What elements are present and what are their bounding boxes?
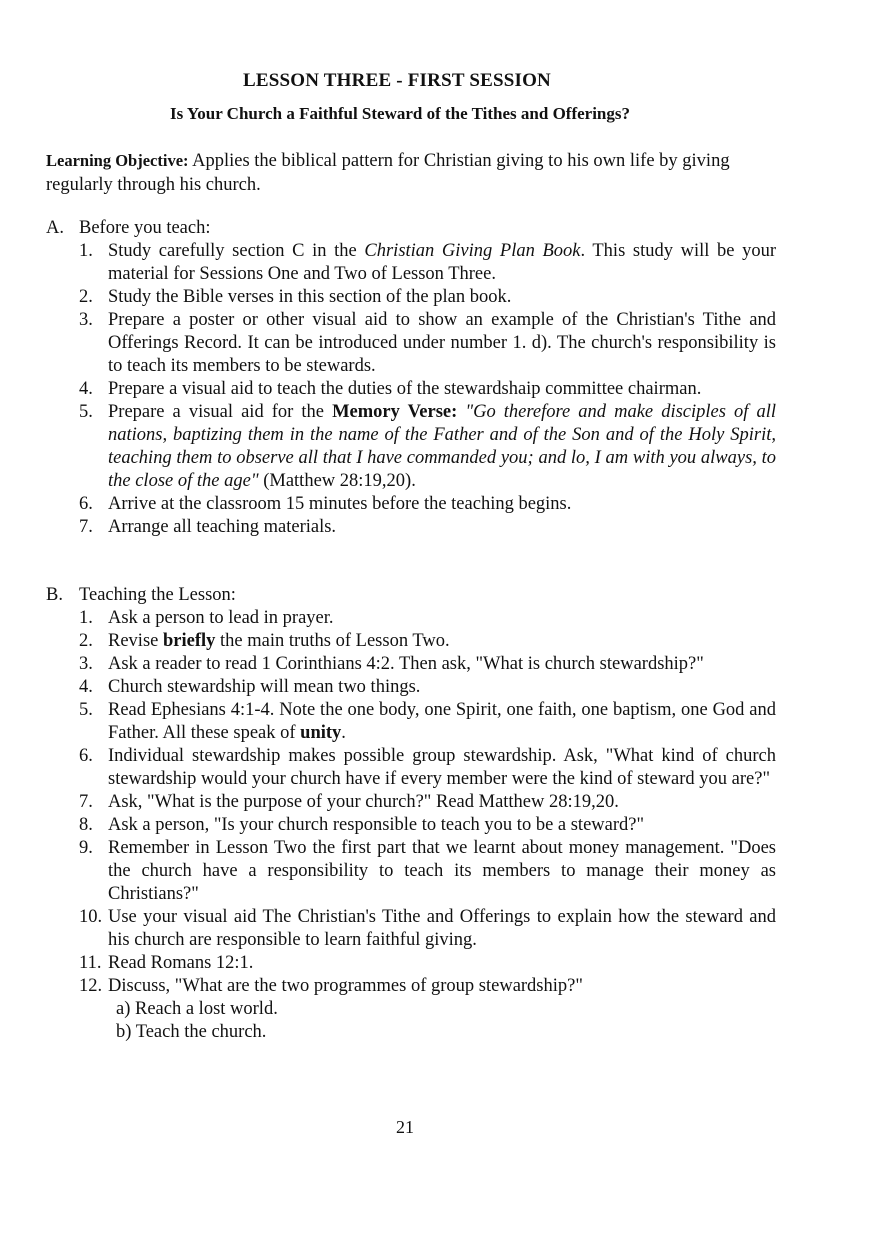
section-b-list — [46, 607, 776, 1044]
sub-item-a: a) Reach a lost world. — [116, 999, 278, 1019]
learning-objective — [46, 149, 766, 197]
memory-verse-ref: (Matthew 28:19,20). — [258, 471, 416, 491]
list-item: 4. Church stewardship will mean two things. — [79, 677, 421, 697]
list-item: 4. Prepare a visual aid to teach the duties of the stewardshaip committee chairman. — [79, 379, 702, 399]
lesson-subtitle: Is Your Church a Faithful Steward of the Tithes and Offerings? — [170, 104, 630, 123]
section-teaching-the-lesson — [46, 584, 776, 1044]
objective-text: Applies the biblical pattern for Christian giving to his own life by giving regularly through his church. — [46, 151, 730, 195]
memory-verse-text: "Go therefore and make disciples of all nations, baptizing them in the name of the Father and of the Son and of the Holy Spirit, teaching them to observe all that I have commanded you; and lo, I am with you always, to the close of the age" — [108, 402, 776, 491]
section-b-heading — [46, 584, 776, 607]
book-title: Christian Giving Plan Book — [364, 241, 581, 261]
section-a-heading — [46, 217, 776, 240]
list-item: 2. Revise briefly the main truths of Lesson Two. — [79, 631, 450, 651]
list-item: 7. Ask, "What is the purpose of your church?" Read Matthew 28:19,20. — [79, 792, 619, 812]
list-item: 6. Individual stewardship makes possible group stewardship. Ask, "What kind of church stewardship would your church have if every member were the kind of steward you are?" — [79, 746, 776, 789]
objective-label: Learning Objective: — [46, 151, 189, 170]
list-item: 9. Remember in Lesson Two the first part that we learnt about money management. "Does the church have a responsibility to teach its members to manage their money as Christians?" — [79, 838, 776, 904]
list-item: 6. Arrive at the classroom 15 minutes before the teaching begins. — [79, 494, 572, 514]
lesson-title: LESSON THREE - FIRST SESSION — [243, 70, 551, 91]
list-item: 1. Ask a person to lead in prayer. — [79, 608, 334, 628]
memory-verse-label: Memory Verse: — [332, 402, 458, 422]
list-item: 5. Prepare a visual aid for the Memory Verse: "Go therefore and make disciples of all nations, baptizing them in the name of the Father and of the Son and of the Holy Spirit, teaching them to observe all that I have commanded you; and lo, I am with you always, to the close of the age" (Matthew 28:19,20). — [79, 402, 776, 491]
list-item: 3. Prepare a poster or other visual aid to show an example of the Christian's Tithe and Offerings Record. It can be introduced under number 1. d). The church's responsibility is to teach its members to be stewards. — [79, 310, 776, 376]
section-b-title: Teaching the Lesson: — [79, 585, 236, 605]
list-item: 1. Study carefully section C in the Christian Giving Plan Book. This study will be your material for Sessions One and Two of Lesson Three. — [79, 241, 776, 284]
list-item: 7. Arrange all teaching materials. — [79, 517, 337, 537]
list-item: 12. Discuss, "What are the two programmes of group stewardship?" — [79, 976, 583, 996]
list-item: 5. Read Ephesians 4:1-4. Note the one body, one Spirit, one faith, one baptism, one God and Father. All these speak of unity. — [79, 700, 776, 743]
list-item: 8. Ask a person, "Is your church responsible to teach you to be a steward?" — [79, 815, 645, 835]
list-item: 11. Read Romans 12:1. — [79, 953, 254, 973]
sub-item-b: b) Teach the church. — [116, 1022, 267, 1042]
section-a-list — [46, 240, 776, 539]
section-a-title: Before you teach: — [79, 218, 211, 238]
section-a-letter: A. — [46, 218, 64, 238]
page-number: 21 — [396, 1117, 414, 1137]
list-item: 10. Use your visual aid The Christian's Tithe and Offerings to explain how the steward and his church are responsible to learn faithful giving. — [79, 907, 776, 950]
section-before-you-teach — [46, 217, 776, 539]
section-b-letter: B. — [46, 585, 63, 605]
list-item: 2. Study the Bible verses in this section of the plan book. — [79, 287, 512, 307]
list-item: 3. Ask a reader to read 1 Corinthians 4:2. Then ask, "What is church stewardship?" — [79, 654, 704, 674]
